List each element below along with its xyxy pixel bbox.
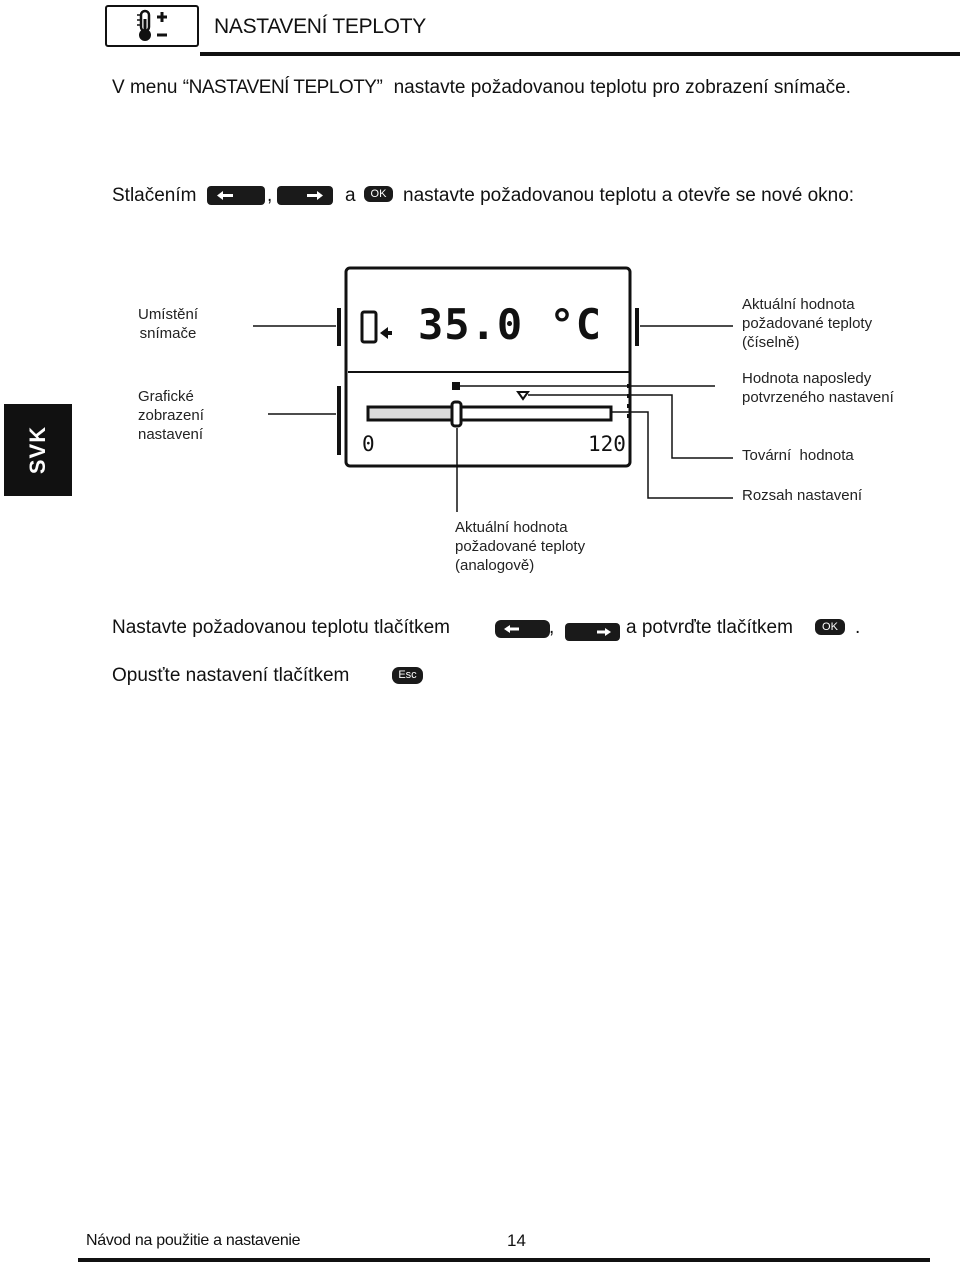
label-graphic-display: Grafické zobrazení nastavení bbox=[138, 388, 204, 443]
slider-knob bbox=[452, 402, 461, 426]
last-confirmed-marker bbox=[452, 382, 460, 390]
bottom-period: . bbox=[855, 617, 861, 638]
label-last-confirmed: Hodnota naposledy potvrzeného nastavení bbox=[742, 370, 894, 406]
bottom-line1-confirm: a potvrďte tlačítkem bbox=[626, 617, 793, 638]
lcd-range-min: 0 bbox=[362, 432, 375, 456]
ok-key-2: OK bbox=[815, 619, 845, 635]
left-arrow-key-2 bbox=[495, 620, 550, 638]
instruction-rest: nastavte požadovanou teplotu a otevře se nové okno: bbox=[403, 185, 855, 206]
bottom-line1-lead: Nastavte požadovanou teplotu tlačítkem bbox=[112, 617, 450, 638]
intro-menu-name: “NASTAVENÍ TEPLOTY” bbox=[182, 77, 383, 98]
language-tab: SVK bbox=[4, 404, 72, 496]
lcd-temperature: 35.0 °C bbox=[418, 300, 603, 349]
page-number: 14 bbox=[507, 1231, 526, 1250]
right-arrow-key-2 bbox=[565, 623, 620, 641]
instruction-and: a bbox=[345, 185, 356, 206]
bottom-comma: , bbox=[549, 617, 555, 638]
ok-key: OK bbox=[364, 186, 393, 202]
left-arrow-icon bbox=[495, 620, 550, 638]
right-arrow-icon bbox=[565, 623, 620, 641]
label-range: Rozsah nastavení bbox=[742, 487, 863, 504]
lcd-range-max: 120 bbox=[588, 432, 626, 456]
esc-key: Esc bbox=[392, 667, 423, 684]
bottom-line2-lead: Opusťte nastavení tlačítkem bbox=[112, 665, 350, 686]
label-sensor-location: Umístění snímače bbox=[137, 306, 198, 342]
label-factory-value: Tovární hodnota bbox=[742, 447, 854, 464]
intro-prefix: V menu bbox=[112, 77, 183, 98]
footer-rule bbox=[78, 1258, 930, 1262]
label-current-numeric: Aktuální hodnota požadované teploty (číselně) bbox=[742, 296, 873, 351]
instruction-lead: Stlačením bbox=[112, 185, 197, 206]
page-title: NASTAVENÍ TEPLOTY bbox=[214, 15, 426, 38]
instruction-comma: , bbox=[267, 185, 273, 206]
intro-suffix: nastavte požadovanou teplotu pro zobrazení snímače. bbox=[393, 77, 851, 98]
label-current-analog: Aktuální hodnota požadované teploty (analogově) bbox=[455, 519, 586, 574]
footer-title: Návod na použitie a nastavenie bbox=[86, 1232, 301, 1249]
